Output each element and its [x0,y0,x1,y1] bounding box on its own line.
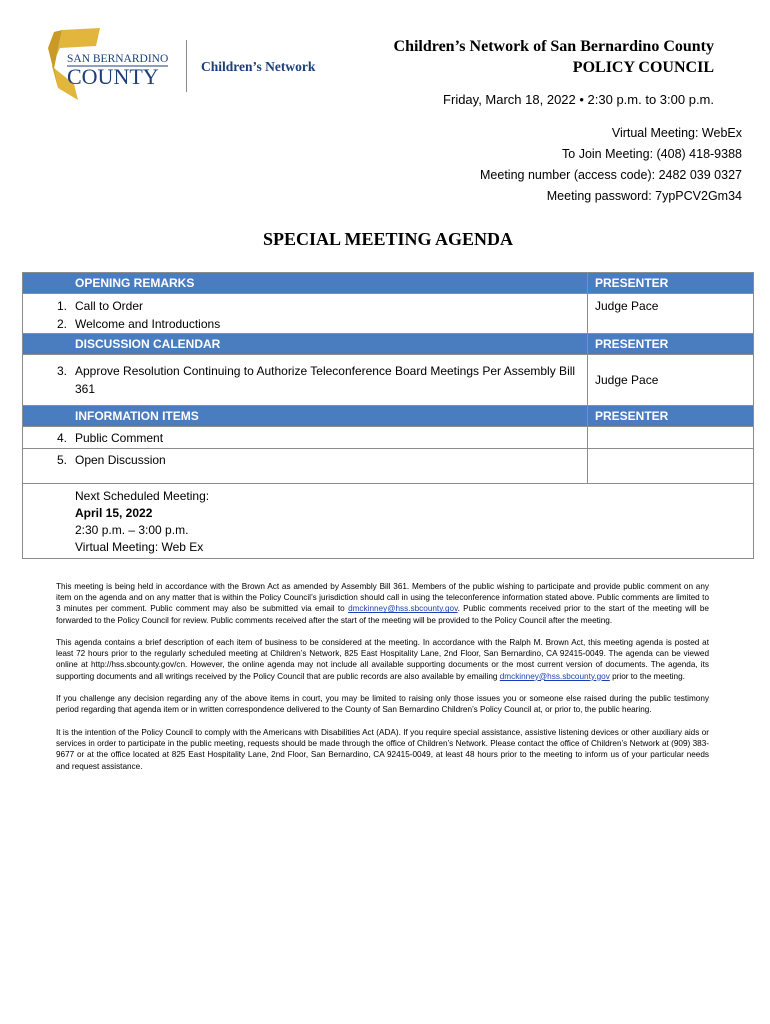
council-name: POLICY COUNCIL [572,59,714,76]
logo-top-text: SAN BERNARDINO [67,53,169,65]
county-seal-logo [40,26,175,104]
meeting-password: Meeting password: 7ypPCV2Gm34 [546,189,742,203]
table-row [23,427,754,449]
agenda-item: 4. Public Comment [56,431,164,445]
section-title: DISCUSSION CALENDAR [23,334,588,355]
logo-bottom-text: COUNTY [67,64,159,89]
agenda-title: SPECIAL MEETING AGENDA [262,229,514,249]
table-row [23,484,754,559]
table-row [23,449,754,484]
email-link[interactable]: dmckinney@hss.sbcounty.gov [499,671,610,681]
agenda-item: 1. Call to Order [56,299,144,313]
section-title: OPENING REMARKS [23,273,588,294]
agenda-table [22,272,754,559]
agenda-item: 2. Welcome and Introductions [56,317,221,331]
section-header-discussion [23,334,754,355]
agenda-item: 5. Open Discussion [56,453,166,467]
next-meeting-label: Next Scheduled Meeting: [75,489,210,503]
virtual-meeting-label: Virtual Meeting: WebEx [611,126,742,140]
presenter-header: PRESENTER [588,334,754,355]
next-meeting-date: April 15, 2022 [75,506,153,520]
brand-name: Children’s Network [201,59,316,74]
presenter-name: Judge Pace [595,299,659,313]
presenter-header: PRESENTER [588,273,754,294]
legal-challenge-notice: If you challenge any decision regarding any of the above items in court, you may be limited to raising only those issues you or someone else raised during the public testimony period regarding that agenda item or in written correspondence delivered to the County of San Bernardino Children’s Policy Council at, or prior to, the public hearing. [56,694,709,715]
next-meeting-location: Virtual Meeting: Web Ex [75,540,204,554]
meeting-number: Meeting number (access code): 2482 039 0327 [480,168,742,182]
join-phone: To Join Meeting: (408) 418-9388 [562,147,742,161]
next-meeting [23,488,753,556]
presenter-header: PRESENTER [588,406,754,427]
section-title: INFORMATION ITEMS [23,406,588,427]
meeting-date-time: Friday, March 18, 2022 • 2:30 p.m. to 3:00 p.m. [443,92,714,107]
logo-divider [186,40,187,92]
section-header-information [23,406,754,427]
section-header-opening [23,273,754,294]
presenter-name: Judge Pace [595,373,659,387]
table-row [23,355,754,406]
org-name: Children’s Network of San Bernardino County [393,38,714,55]
virtual-meeting-info [480,123,742,207]
next-meeting-time: 2:30 p.m. – 3:00 p.m. [75,523,189,537]
email-link[interactable]: dmckinney@hss.sbcounty.gov [348,604,458,614]
ada-notice: It is the intention of the Policy Council to comply with the Americans with Disabilities Act (ADA). If you require special assistance, assistive listening devices or other auxiliary aids or services in order to participate in the public meeting, requests should be made through the office of Children’s Network. Please contact the office of Children’s Network at (909) 383-9677 or at the office located at 825 East Hospitality Lane, 2nd Floor, San Bernardino, CA 92415-0049, at least 48 hours prior to the meeting to inform us of your particular needs and request assistance. [56,728,709,771]
table-row [23,294,754,334]
brown-act-notice: This meeting is being held in accordance with the Brown Act as amended by Assembly Bill 361. Members of the public wishing to participate and provide public comment on any item on the agenda and on any matter that is within the Policy Council’s jurisdiction should call in using the teleconference information stated above. Public comments are limited to 3 minutes per comment. Public comment may also be submitted via email to dmckinney@hss.sbcounty.gov. Public comments received prior to the start of the meeting will be forwarded to the Policy Council for review. Public comments received after the start of the meeting will be provided to the Policy Council after the meeting. [56,582,709,625]
agenda-posting-notice: This agenda contains a brief description of each item of business to be considered at the meeting. In accordance with the Ralph M. Brown Act, this meeting agenda is posted at least 72 hours prior to the regularly scheduled meeting at Children’s Network, 825 East Hospitality Lane, 2nd Floor, San Bernardino, CA 92415-0049. The agenda can be viewed online at http://hss.sbcounty.gov/cn. However, the online agenda may not include all available supporting documents or the most current version of documents. The agenda, its supporting documents and all writings received by the Policy Council that are public records are also available by emailing dmckinney@hss.sbcounty.gov prior to the meeting. [56,638,709,681]
org-heading [394,36,714,78]
agenda-item: 3. Approve Resolution Continuing to Authorize Teleconference Board Meetings Per Assembly Bill 361 [56,364,576,396]
